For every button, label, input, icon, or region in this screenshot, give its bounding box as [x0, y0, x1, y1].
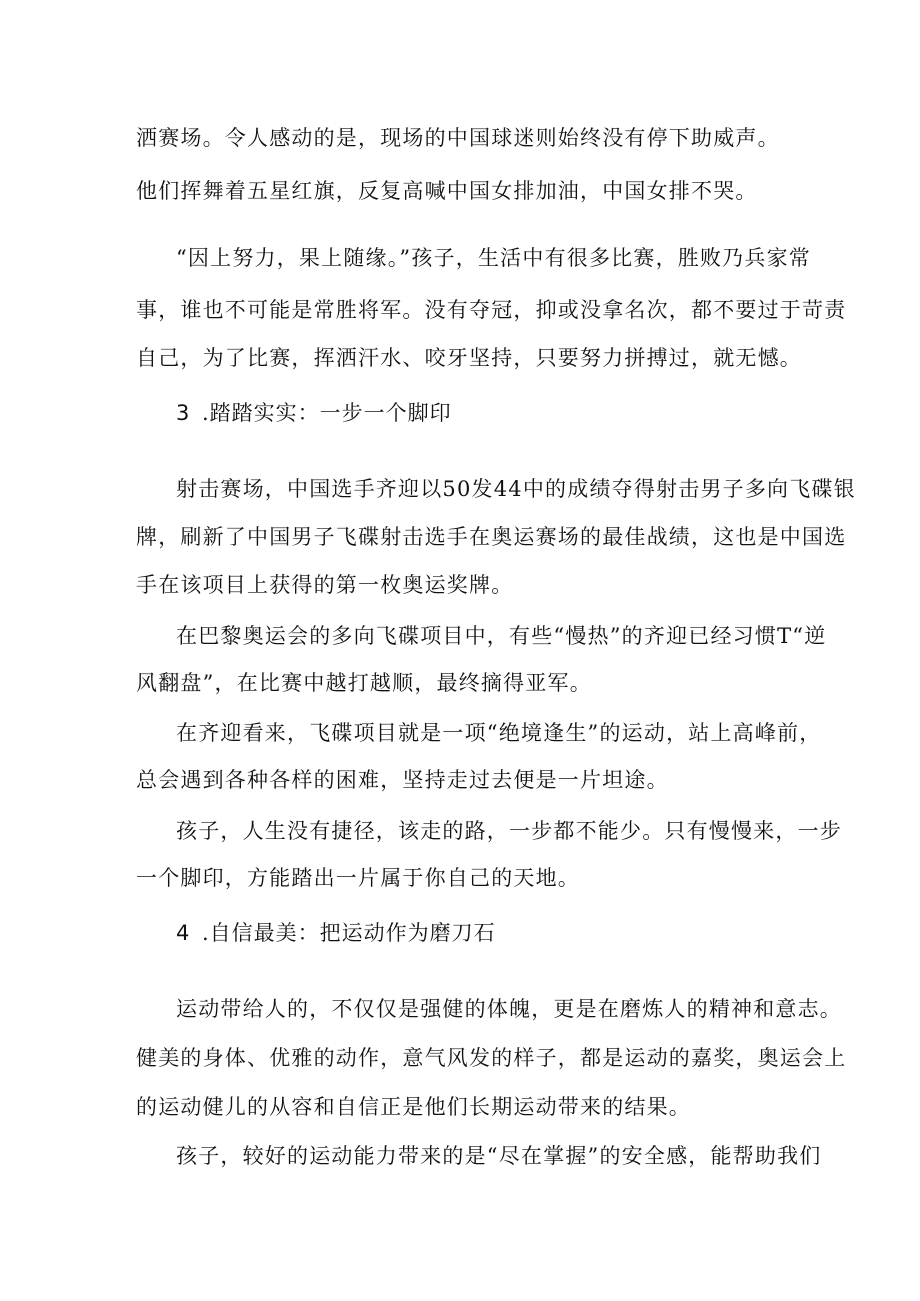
paragraph-line: 健美的身体、优雅的动作，意气风发的样子，都是运动的嘉奖，奥运会上 — [136, 1046, 847, 1070]
heading-text: .自信最美：把运动作为磨刀石 — [202, 921, 496, 945]
paragraph-line: 总会遇到各种各样的困难，坚持走过去便是一片坦途。 — [136, 768, 669, 792]
paragraph-line: 自己，为了比赛，挥洒汗水、咬牙坚持，只要努力拼搏过，就无憾。 — [136, 346, 802, 370]
heading-number: 4 — [176, 921, 191, 945]
paragraph-line: 在齐迎看来，飞碟项目就是一项“绝境逢生”的运动，站上高峰前， — [176, 721, 822, 745]
paragraph-line: 运动带给人的，不仅仅是强健的体魄，更是在磨炼人的精神和意志。 — [176, 997, 842, 1021]
paragraph-line: 他们挥舞着五星红旗，反复高喊中国女排加油，中国女排不哭。 — [136, 179, 758, 203]
heading-text: .踏踏实实：一步一个脚印 — [202, 401, 452, 425]
heading-number: 3 — [176, 401, 191, 425]
paragraph-line: 洒赛场。令人感动的是，现场的中国球迷则始终没有停下助威声。 — [136, 126, 780, 150]
paragraph-line: 孩子，人生没有捷径，该走的路，一步都不能少。只有慢慢来，一步 — [176, 819, 842, 843]
paragraph-line: 事，谁也不可能是常胜将军。没有夺冠，抑或没拿名次，都不要过于苛责 — [136, 298, 847, 322]
paragraph-line: 手在该项目上获得的第一枚奥运奖牌。 — [136, 573, 514, 597]
paragraph-line: 风翻盘”，在比赛中越打越顺，最终摘得亚军。 — [136, 671, 592, 695]
paragraph-line: 孩子，较好的运动能力带来的是“尽在掌握”的安全感，能帮助我们 — [176, 1144, 822, 1168]
paragraph-line: 在巴黎奥运会的多向飞碟项目中，有些“慢热”的齐迎已经习惯T“逆 — [176, 624, 827, 648]
section-heading-3 — [176, 398, 452, 428]
paragraph-line: 牌，刷新了中国男子飞碟射击选手在奥运赛场的最佳战绩，这也是中国选 — [136, 525, 847, 549]
paragraph-line: 射击赛场，中国选手齐迎以50发44中的成绩夺得射击男子多向飞碟银 — [176, 477, 856, 501]
paragraph-line: “因上努力，果上随缘。”孩子，生活中有很多比赛，胜败乃兵家常 — [176, 246, 811, 270]
section-heading-4 — [176, 918, 496, 948]
paragraph-line: 一个脚印，方能踏出一片属于你自己的天地。 — [136, 866, 580, 890]
paragraph-line: 的运动健儿的从容和自信正是他们长期运动带来的结果。 — [136, 1095, 691, 1119]
